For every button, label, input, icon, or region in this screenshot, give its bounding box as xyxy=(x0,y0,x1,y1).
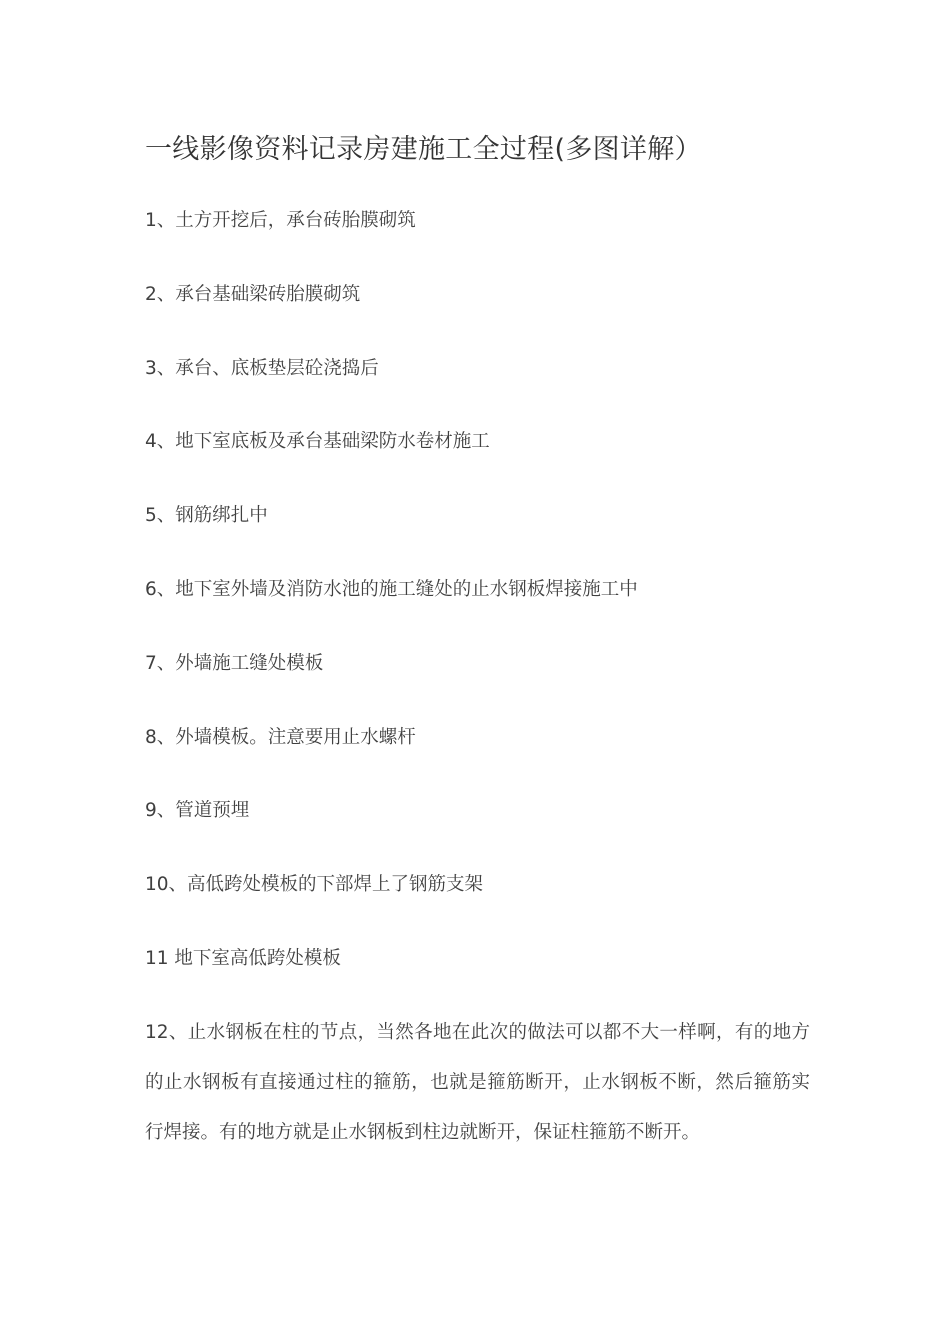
document-title: 一线影像资料记录房建施工全过程(多图详解） xyxy=(145,134,702,165)
step-item-3: 3、承台、底板垫层砼浇捣后 xyxy=(145,357,379,379)
step-item-5: 5、钢筋绑扎中 xyxy=(145,505,268,527)
step-item-11: 11 地下室高低跨处模板 xyxy=(145,947,341,969)
step-item-4: 4、地下室底板及承台基础梁防水卷材施工 xyxy=(145,431,490,453)
step-item-7: 7、外墙施工缝处模板 xyxy=(145,652,324,674)
step-item-12-paragraph: 12、止水钢板在柱的节点，当然各地在此次的做法可以都不大一样啊，有的地方的止水钢板有直接通过柱的箍筋，也就是箍筋断开，止水钢板不断，然后箍筋实行焊接。有的地方就是止水钢板到柱边就断开，保证柱箍筋不断开。 xyxy=(145,1021,810,1143)
document-body xyxy=(145,128,810,1143)
step-item-9: 9、管道预埋 xyxy=(145,800,250,822)
step-list xyxy=(145,204,810,1158)
step-item-1: 1、土方开挖后，承台砖胎膜砌筑 xyxy=(145,210,416,231)
step-item-10: 10、高低跨处模板的下部焊上了钢筋支架 xyxy=(145,874,484,896)
step-item-8: 8、外墙模板。注意要用止水螺杆 xyxy=(145,726,416,748)
step-item-2: 2、承台基础梁砖胎膜砌筑 xyxy=(145,283,361,305)
step-item-6: 6、地下室外墙及消防水池的施工缝处的止水钢板焊接施工中 xyxy=(145,578,638,600)
